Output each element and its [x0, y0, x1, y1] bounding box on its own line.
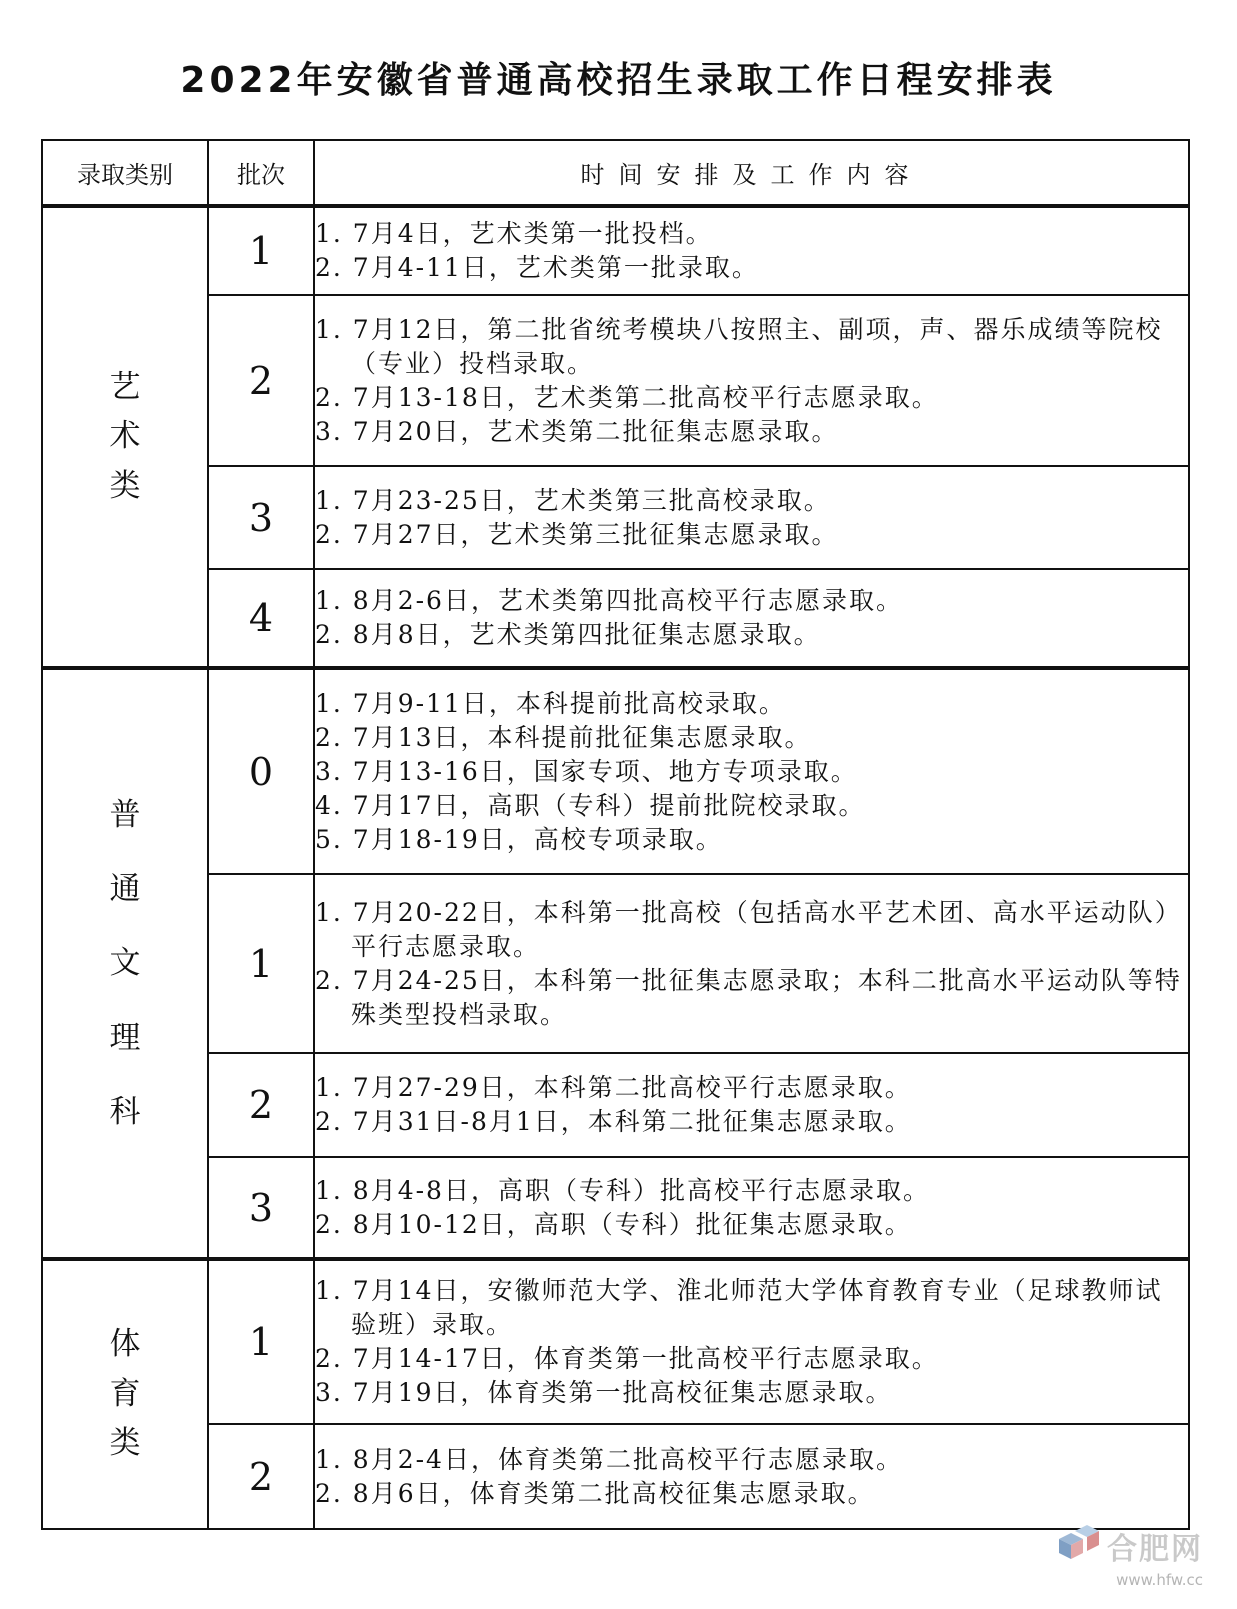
- schedule-item: 2. 7月24-25日，本科第一批征集志愿录取；本科二批高水平运动队等特殊类型投档录取。: [315, 965, 1182, 1029]
- schedule-item: 2. 8月8日，艺术类第四批征集志愿录取。: [315, 620, 821, 649]
- batch-row: [42, 206, 1189, 295]
- group-general: [42, 668, 1189, 1259]
- schedule-content: [314, 1424, 1189, 1529]
- watermark-url: www.hfw.cc: [1116, 1571, 1203, 1589]
- batch-number: 4: [208, 569, 314, 668]
- schedule-item: 1. 7月12日，第二批省统考模块八按照主、副项，声、器乐成绩等院校（专业）投档录取。: [315, 314, 1163, 378]
- schedule-item: 2. 7月27日，艺术类第三批征集志愿录取。: [315, 519, 839, 549]
- schedule-item: 1. 8月2-6日，艺术类第四批高校平行志愿录取。: [315, 586, 903, 615]
- schedule-item: 2. 7月13日，本科提前批征集志愿录取。: [315, 722, 812, 752]
- schedule-item: 1. 8月2-4日，体育类第二批高校平行志愿录取。: [315, 1444, 903, 1474]
- group-sports: [42, 1259, 1189, 1529]
- batch-number: 3: [208, 1157, 314, 1259]
- batch-row: [42, 874, 1189, 1053]
- header-row: [42, 140, 1189, 206]
- schedule-content: [314, 874, 1189, 1053]
- batch-row: [42, 1424, 1189, 1529]
- schedule-item: 1. 7月23-25日，艺术类第三批高校录取。: [315, 485, 831, 515]
- schedule-content: [314, 295, 1189, 466]
- schedule-item: 1. 8月4-8日，高职（专科）批高校平行志愿录取。: [315, 1175, 930, 1205]
- schedule-item: 3. 7月13-16日，国家专项、地方专项录取。: [315, 756, 858, 786]
- schedule-item: 1. 7月27-29日，本科第二批高校平行志愿录取。: [315, 1073, 912, 1102]
- schedule-item: 2. 7月4-11日，艺术类第一批录取。: [315, 253, 759, 282]
- batch-number: 1: [208, 206, 314, 295]
- batch-row: [42, 466, 1189, 569]
- schedule-content: [314, 1259, 1189, 1424]
- batch-row: [42, 569, 1189, 668]
- category-label: 艺术类: [109, 368, 141, 504]
- group-art: [42, 206, 1189, 668]
- schedule-item: 2. 8月10-12日，高职（专科）批征集志愿录取。: [315, 1209, 912, 1239]
- header-content: 时间安排及工作内容: [314, 140, 1189, 206]
- schedule-item: 2. 7月14-17日，体育类第一批高校平行志愿录取。: [315, 1344, 939, 1373]
- batch-number: 1: [208, 1259, 314, 1424]
- schedule-item: 1. 7月9-11日，本科提前批高校录取。: [315, 688, 786, 718]
- schedule-item: 1. 7月14日，安徽师范大学、淮北师范大学体育教育专业（足球教师试验班）录取。: [315, 1276, 1163, 1339]
- watermark-name: 合肥网: [1107, 1532, 1203, 1567]
- schedule-item: 2. 8月6日，体育类第二批高校征集志愿录取。: [315, 1478, 875, 1508]
- category-cell: [42, 206, 208, 668]
- batch-number: 2: [208, 295, 314, 466]
- schedule-item: 5. 7月18-19日，高校专项录取。: [315, 824, 723, 854]
- schedule-item: 3. 7月20日，艺术类第二批征集志愿录取。: [315, 416, 839, 446]
- schedule-table: [41, 139, 1190, 1530]
- watermark: [1055, 1523, 1203, 1589]
- batch-row: [42, 295, 1189, 466]
- site-logo-icon: [1055, 1523, 1101, 1569]
- batch-number: 1: [208, 874, 314, 1053]
- batch-number: 0: [208, 668, 314, 874]
- category-label: 普通文理科: [109, 796, 141, 1131]
- schedule-content: [314, 466, 1189, 569]
- schedule-item: 1. 7月20-22日，本科第一批高校（包括高水平艺术团、高水平运动队）平行志愿录取。: [315, 897, 1182, 961]
- schedule-content: [314, 569, 1189, 668]
- schedule-item: 3. 7月19日，体育类第一批高校征集志愿录取。: [315, 1378, 893, 1407]
- header-category: 录取类别: [42, 140, 208, 206]
- page-title: 2022年安徽省普通高校招生录取工作日程安排表: [180, 60, 1057, 101]
- batch-number: 3: [208, 466, 314, 569]
- schedule-content: [314, 668, 1189, 874]
- batch-row: [42, 1157, 1189, 1259]
- batch-row: [42, 1053, 1189, 1157]
- batch-row: [42, 668, 1189, 874]
- schedule-content: [314, 1053, 1189, 1157]
- category-label: 体育类: [109, 1326, 141, 1462]
- schedule-item: 1. 7月4日，艺术类第一批投档。: [315, 219, 713, 248]
- schedule-item: 2. 7月31日-8月1日，本科第二批征集志愿录取。: [315, 1107, 912, 1136]
- schedule-content: [314, 206, 1189, 295]
- batch-number: 2: [208, 1424, 314, 1529]
- batch-number: 2: [208, 1053, 314, 1157]
- batch-row: [42, 1259, 1189, 1424]
- schedule-content: [314, 1157, 1189, 1259]
- schedule-item: 2. 7月13-18日，艺术类第二批高校平行志愿录取。: [315, 382, 939, 412]
- category-cell: [42, 668, 208, 1259]
- schedule-item: 4. 7月17日，高职（专科）提前批院校录取。: [315, 790, 866, 820]
- category-cell: [42, 1259, 208, 1529]
- header-batch: 批次: [208, 140, 314, 206]
